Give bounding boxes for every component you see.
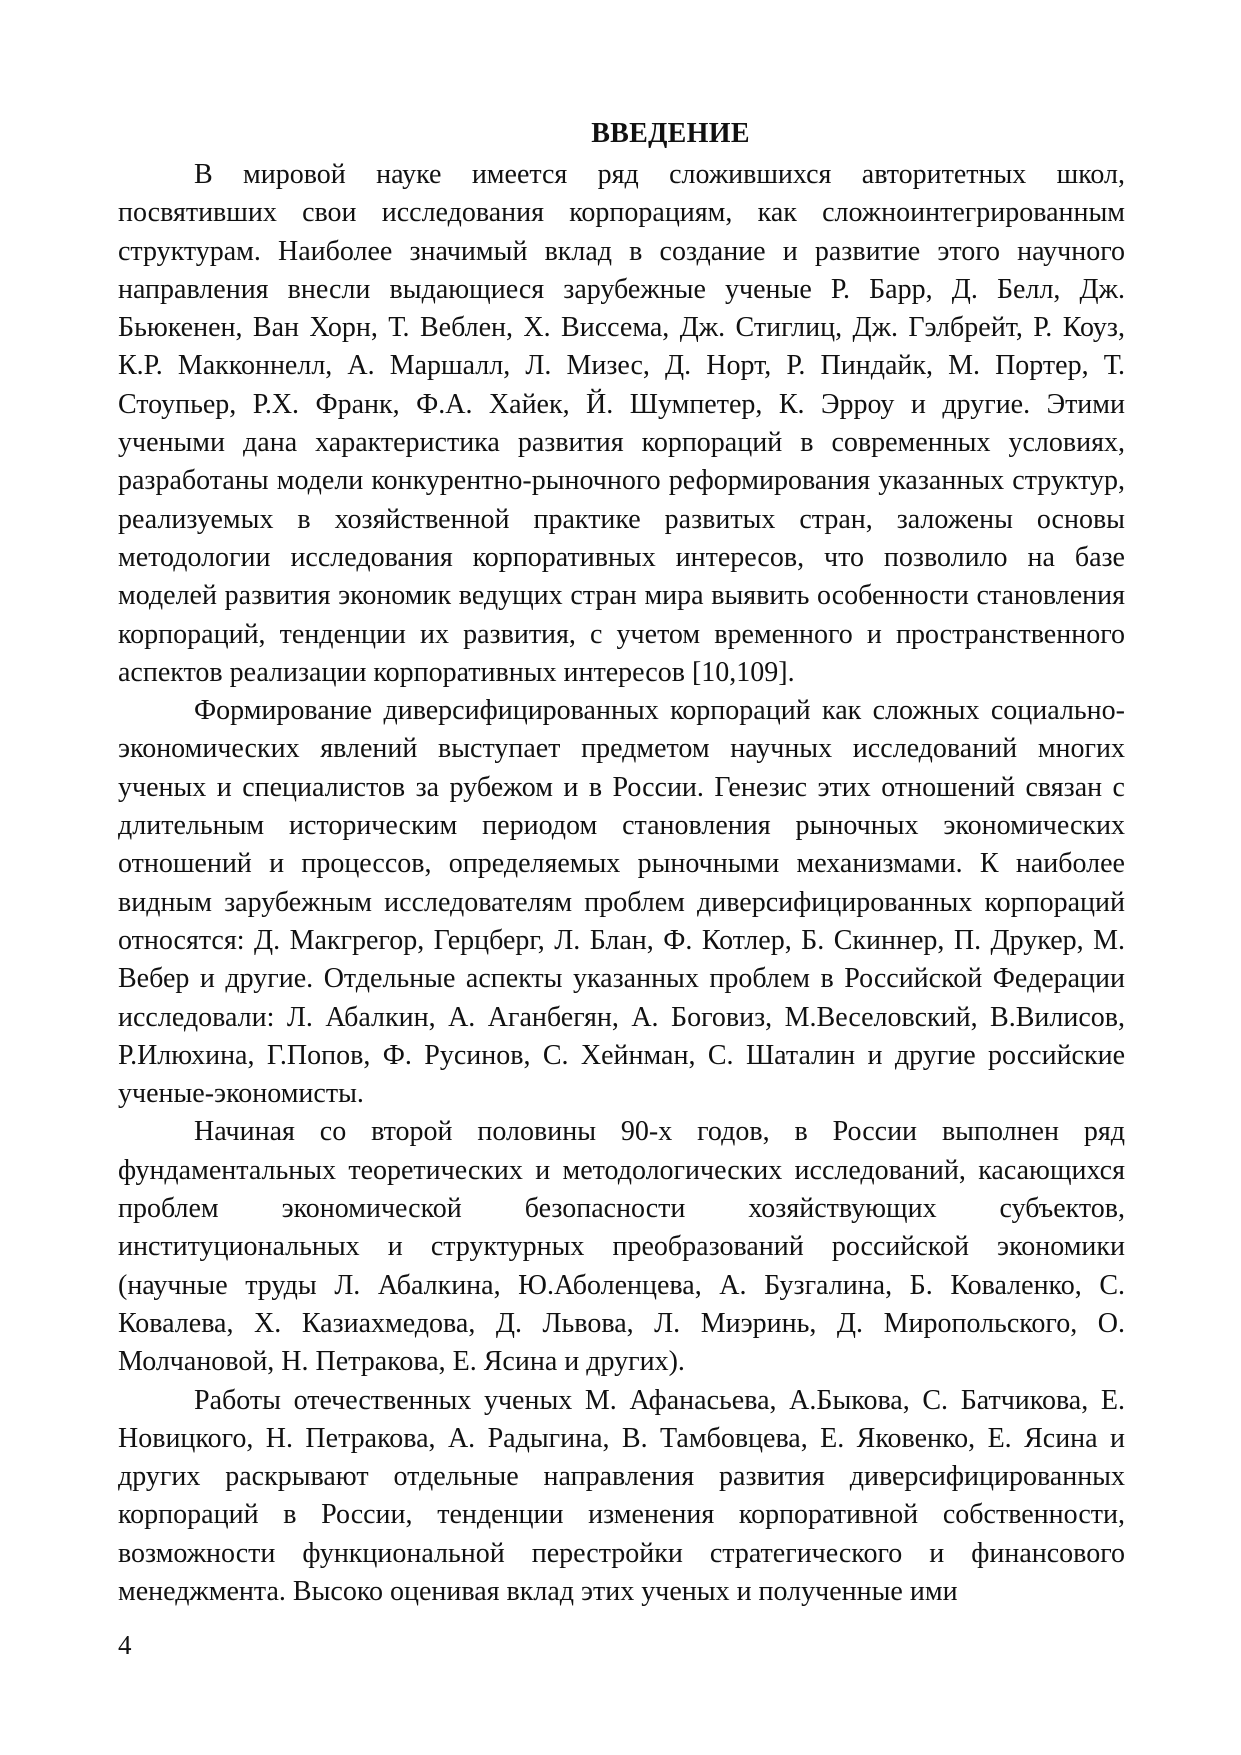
page-content bbox=[118, 115, 1125, 1611]
paragraph: Начиная со второй половины 90-х годов, в России выполнен ряд фундаментальных теоретических и методологических исследований, касающихся проблем экономической безопасности хозяйствующих субъектов, институциональных и структурных преобразований российской экономики (научные труды Л. Абалкина, Ю.Аболенцева, А. Бузгалина, Б. Коваленко, С. Ковалева, Х. Казиахмедова, Д. Львова, Л. Миэринь, Д. Миропольского, О. Молчановой, Н. Петракова, Е. Ясина и других). bbox=[118, 1116, 1125, 1378]
page-number: 4 bbox=[118, 1630, 132, 1660]
section-title: ВВЕДЕНИЕ bbox=[591, 118, 750, 149]
paragraph: Формирование диверсифицированных корпораций как сложных социально-экономических явлений выступает предметом научных исследований многих ученых и специалистов за рубежом и в России. Генезис этих отношений связан с длительным историческим периодом становления рыночных экономических отношений и процессов, определяемых рыночными механизмами. К наиболее видным зарубежным исследователям проблем диверсифицированных корпораций относятся: Д. Макгрегор, Герцберг, Л. Блан, Ф. Котлер, Б. Скиннер, П. Друкер, М. Вебер и другие. Отдельные аспекты указанных проблем в Российской Федерации исследовали: Л. Абалкин, А. Аганбегян, А. Боговиз, М.Веселовский, В.Вилисов, Р.Илюхина, Г.Попов, Ф. Русинов, С. Хейнман, С. Шаталин и другие российские ученые-экономисты. bbox=[118, 695, 1125, 1110]
paragraph: Работы отечественных ученых М. Афанасьева, А.Быкова, С. Батчикова, Е. Новицкого, Н. Петракова, А. Радыгина, В. Тамбовцева, Е. Яковенко, Е. Ясина и других раскрывают отдельные направления развития диверсифицированных корпораций в России, тенденции изменения корпоративной собственности, возможности функциональной перестройки стратегического и финансового менеджмента. Высоко оценивая вклад этих ученых и полученные ими bbox=[118, 1384, 1125, 1607]
paragraph: В мировой науке имеется ряд сложившихся авторитетных школ, посвятивших свои исследования корпорациям, как сложноинтегрированным структурам. Наиболее значимый вклад в создание и развитие этого научного направления внесли выдающиеся зарубежные ученые Р. Барр, Д. Белл, Дж. Бьюкенен, Ван Хорн, Т. Веблен, Х. Виссема, Дж. Стиглиц, Дж. Гэлбрейт, Р. Коуз, К.Р. Макконнелл, А. Маршалл, Л. Мизес, Д. Норт, Р. Пиндайк, М. Портер, Т. Стоупьер, Р.Х. Франк, Ф.А. Хайек, Й. Шумпетер, К. Эрроу и другие. Этими учеными дана характеристика развития корпораций в современных условиях, разработаны модели конкурентно-рыночного реформирования указанных структур, реализуемых в хозяйственной практике развитых стран, заложены основы методологии исследования корпоративных интересов, что позволило на базе моделей развития экономик ведущих стран мира выявить особенности становления корпораций, тенденции их развития, с учетом временного и пространственного аспектов реализации корпоративных интересов [10,109]. bbox=[118, 159, 1125, 688]
